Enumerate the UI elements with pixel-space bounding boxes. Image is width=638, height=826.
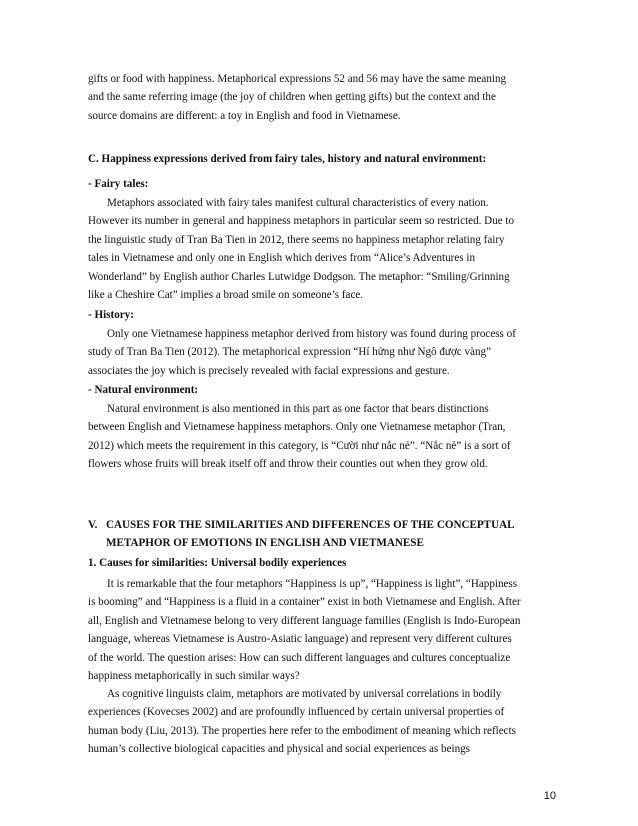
text-line: tales in Vietnamese and only one in English which derives from “Alice’s Adventures in xyxy=(88,252,476,265)
text-line: gifts or food with happiness. Metaphorical expressions 52 and 56 may have the same meaning xyxy=(88,73,507,85)
natural-environment-subheading: - Natural environment: xyxy=(88,384,199,396)
text-line: all, English and Vietnamese belong to very different language families (English is Indo-European xyxy=(88,614,521,627)
text-line: happiness metaphorically in such similar ways? xyxy=(88,670,300,683)
history-paragraph xyxy=(88,325,554,380)
text-line: source domains are different: a toy in English and food in Vietnamese. xyxy=(88,109,401,122)
similarities-subheading: 1. Causes for similarities: Universal bodily experiences xyxy=(88,557,347,569)
text-line: like a Cheshire Cat” implies a broad smile on someone’s face. xyxy=(88,289,364,302)
similarities-paragraph-1 xyxy=(88,575,554,685)
text-line: of the world. The question arises: How can such different languages and cultures conceptualize xyxy=(88,651,511,664)
text-line: 2012) which meets the requirement in this category, is “Cười như nắc nẻ”. “Nắc nẻ” is a sort of xyxy=(88,439,511,452)
intro-paragraph xyxy=(88,70,554,125)
text-line: However its number in general and happiness metaphors in particular seem so restricted. Due to xyxy=(88,215,515,228)
text-line: is booming” and “Happiness is a fluid in a container” exist in both Vietnamese and English. After xyxy=(88,596,521,609)
history-subheading: - History: xyxy=(88,309,134,321)
heading-line: METAPHOR OF EMOTIONS IN ENGLISH AND VIETMANESE xyxy=(106,537,424,550)
section-number: V. xyxy=(88,519,98,531)
text-line: study of Tran Ba Tien (2012). The metaphorical expression “Hí hửng như Ngô được vàng” xyxy=(88,346,491,359)
text-line: Metaphors associated with fairy tales manifest cultural characteristics of every nation. xyxy=(107,197,489,209)
text-line: the linguistic study of Tran Ba Tien in 2012, there seems no happiness metaphor relating fairy xyxy=(88,233,505,246)
text-line: Natural environment is also mentioned in this part as one factor that bears distinctions xyxy=(107,403,489,415)
section-c-heading: C. Happiness expressions derived from fairy tales, history and natural environment: xyxy=(88,153,487,165)
fairy-tales-subheading: - Fairy tales: xyxy=(88,178,149,190)
text-line: flowers whose fruits will break itself off and throw their counties out when they grow old. xyxy=(88,458,488,471)
text-line: associates the joy which is precisely revealed with facial expressions and gesture. xyxy=(88,364,450,377)
text-line: between English and Vietnamese happiness metaphors. Only one Vietnamese metaphor (Tran, xyxy=(88,421,506,434)
text-line: As cognitive linguists claim, metaphors are motivated by universal correlations in bodily xyxy=(107,688,502,700)
text-line: human’s collective biological capacities and physical and social experiences as beings xyxy=(88,743,470,756)
text-line: language, whereas Vietnamese is Austro-Asiatic language) and represent very different cultures xyxy=(88,633,512,646)
fairy-tales-paragraph xyxy=(88,194,554,304)
similarities-paragraph-2 xyxy=(88,685,554,759)
section-v-heading xyxy=(88,516,554,553)
natural-environment-paragraph xyxy=(88,400,554,474)
text-line: Only one Vietnamese happiness metaphor derived from history was found during process of xyxy=(107,328,516,340)
text-line: human body (Liu, 2013). The properties here refer to the embodiment of meaning which reflects xyxy=(88,724,516,737)
heading-line: CAUSES FOR THE SIMILARITIES AND DIFFERENCES OF THE CONCEPTUAL xyxy=(106,519,515,531)
page-number: 10 xyxy=(543,790,556,802)
text-line: and the same referring image (the joy of children when getting gifts) but the context and the xyxy=(88,91,496,104)
text-line: experiences (Kovecses 2002) and are profoundly influenced by certain universal properties of xyxy=(88,706,505,719)
text-line: It is remarkable that the four metaphors “Happiness is up”, “Happiness is light”, “Happiness xyxy=(107,578,518,590)
text-line: Wonderland” by English author Charles Lutwidge Dodgson. The metaphor: “Smiling/Grinning xyxy=(88,270,510,283)
